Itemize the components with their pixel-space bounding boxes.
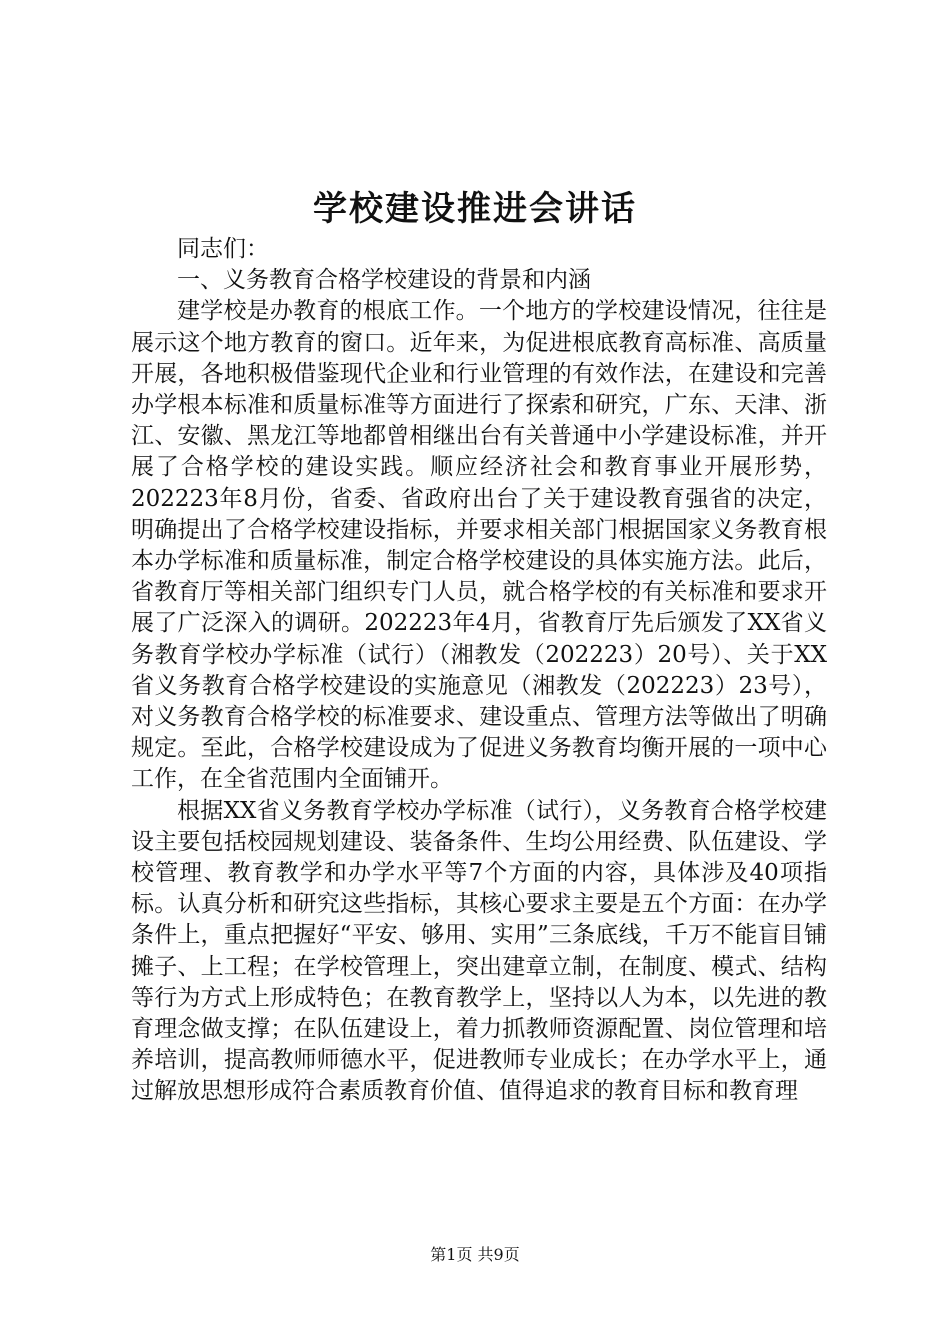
salutation-paragraph: 同志们：	[177, 236, 269, 262]
document-body	[131, 234, 827, 1108]
section-heading: 一、义务教育合格学校建设的背景和内涵	[177, 267, 591, 294]
page-footer: 第1页 共9页	[430, 1245, 520, 1264]
document-title: 学校建设推进会讲话	[313, 189, 637, 229]
body-paragraph: 根据XX省义务教育学校办学标准（试行），义务教育合格学校建设主要包括校园规划建设、装备条件、生均公用经费、队伍建设、学校管理、教育教学和办学水平等7个方面的内容，具体涉及40项指标。认真分析和研究这些指标，其核心要求主要是五个方面：在办学条件上，重点把握好“平安、够用、实用”三条底线，千万不能盲目铺摊子、上工程；在学校管理上，突出建章立制，在制度、模式、结构等行为方式上形成特色；在教育教学上，坚持以人为本，以先进的教育理念做支撑；在队伍建设上，着力抓教师资源配置、岗位管理和培养培训，提高教师师德水平，促进教师专业成长；在办学水平上，通过解放思想形成符合素质教育价值、值得追求的教育目标和教育理	[131, 797, 827, 1105]
body-paragraph: 建学校是办教育的根底工作。一个地方的学校建设情况，往往是展示这个地方教育的窗口。近年来，为促进根底教育高标准、高质量开展，各地积极借鉴现代企业和行业管理的有效作法，在建设和完善办学根本标准和质量标准等方面进行了探索和研究，广东、天津、浙江、安徽、黑龙江等地都曾相继出台有关普通中小学建设标准，并开展了合格学校的建设实践。顺应经济社会和教育事业开展形势，202223年8月份，省委、省政府出台了关于建设教育强省的决定，明确提出了合格学校建设指标，并要求相关部门根据国家义务教育根本办学标准和质量标准，制定合格学校建设的具体实施方法。此后，省教育厅等相关部门组织专门人员，就合格学校的有关标准和要求开展了广泛深入的调研。202223年4月，省教育厅先后颁发了XX省义务教育学校办学标准（试行）（湘教发（202223）20号）、关于XX省义务教育合格学校建设的实施意见（湘教发（202223）23号），对义务教育合格学校的标准要求、建设重点、管理方法等做出了明确规定。至此，合格学校建设成为了促进义务教育均衡开展的一项中心工作，在全省范围内全面铺开。	[131, 298, 827, 793]
